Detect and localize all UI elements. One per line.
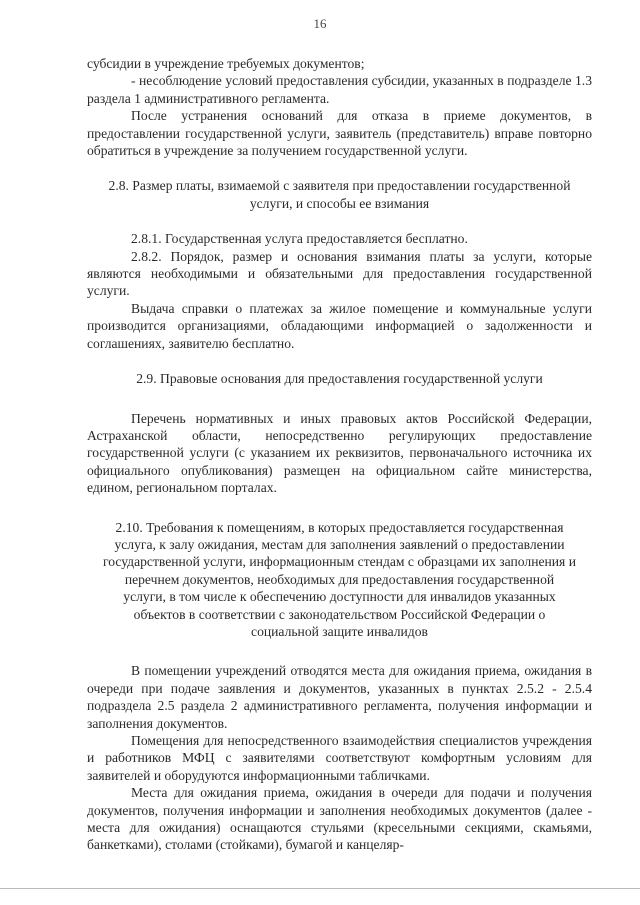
paragraph: субсидии в учреждение требуемых документов; bbox=[87, 56, 365, 71]
section-heading: 2.10. Требования к помещениям, в которых предоставляется государственная услуга, к залу ожидания, местам для заполнения заявлений о предоставлении государственной услуги, информационным стендам с образцами их заполнения и перечнем документов, необходимых для предоставления государственной услуги, в том числе к обеспечению доступности для инвалидов указанных объектов в соответствии с законодательством Российской Федерации о социальной защите инвалидов bbox=[103, 519, 576, 639]
paragraph: 2.8.1. Государственная услуга предоставляется бесплатно. bbox=[131, 231, 468, 247]
section-spacer bbox=[87, 497, 592, 519]
paragraph: Перечень нормативных и иных правовых актов Российской Федерации, Астраханской области, непосредственно регулирующих предоставление государственной услуги (с указанием их реквизитов, первоначального источника их официального опубликования) размещен на официальном сайте министерства, едином, региональном порталах. bbox=[87, 410, 592, 496]
paragraph: - несоблюдение условий предоставления субсидии, указанных в подразделе 1.3 раздела 1 административного регламента. bbox=[87, 73, 592, 106]
paragraph: После устранения оснований для отказа в приеме документов, в предоставлении государственной услуги, заявитель (представитель) вправе повторно обратиться в учреждение за получением государственной услуги. bbox=[87, 108, 592, 159]
paragraph: Выдача справки о платежах за жилое помещение и коммунальные услуги производится организациями, обладающими информацией о задолженности и соглашениях, заявителю бесплатно. bbox=[87, 300, 592, 351]
section-spacer bbox=[87, 159, 592, 177]
paragraph: В помещении учреждений отводятся места для ожидания приема, ожидания в очереди при подаче заявления и документов, указанных в пунктах 2.5.2 - 2.5.4 подраздела 2.5 раздела 2 административного регламента, получения информации и заполнения документов. bbox=[87, 663, 592, 731]
page-number: 16 bbox=[313, 16, 327, 31]
page-bottom-edge bbox=[0, 888, 640, 889]
section-spacer bbox=[87, 640, 592, 662]
section-spacer bbox=[87, 388, 592, 410]
document-body bbox=[87, 55, 592, 854]
section-spacer bbox=[87, 212, 592, 230]
section-spacer bbox=[87, 352, 592, 370]
paragraph: 2.8.2. Порядок, размер и основания взимания платы за услуги, которые являются необходимыми и обязательными для предоставления государственной услуги. bbox=[87, 248, 592, 299]
paragraph: Помещения для непосредственного взаимодействия специалистов учреждения и работников МФЦ с заявителями соответствуют комфортным условиям для заявителей и оборудуются информационными табличками. bbox=[87, 733, 592, 783]
section-heading: 2.9. Правовые основания для предоставления государственной услуги bbox=[136, 371, 543, 387]
section-heading: 2.8. Размер платы, взимаемой с заявителя при предоставлении государственной услуги, и способы ее взимания bbox=[108, 178, 571, 211]
paragraph: Места для ожидания приема, ожидания в очереди для подачи и получения документов, получения информации и заполнения необходимых документов (далее - места для ожидания) оснащаются стульями (кресельными секциями, скамьями, банкетками), столами (стойками), бумагой и канцеляр- bbox=[87, 785, 592, 853]
